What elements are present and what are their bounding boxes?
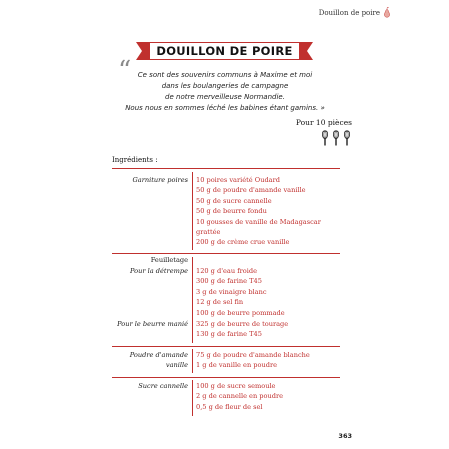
section-divider [112,168,340,169]
section-label [112,350,188,371]
ingredient-line: 2 g de cannelle en poudre [196,392,284,401]
recipe-quote [100,70,350,114]
section-label: Garniture poires [132,176,188,184]
ingredient-line: 75 g de poudre d'amande blanche [196,351,310,359]
section-label: Feuilletage [150,256,188,264]
whisk-icon [320,130,330,146]
ingredient-line: 300 g de farine T45 [196,277,262,286]
column-divider [192,380,193,416]
whisk-icon [331,130,341,146]
section-divider [112,377,340,378]
running-header-text: Douillon de poire [318,8,380,17]
ribbon-left-icon [136,42,150,60]
ingredient-line: 130 g de farine T45 [196,330,262,339]
column-divider [192,257,193,343]
page-number: 363 [338,432,352,440]
quote-line: de notre merveilleuse Normandie. [165,93,285,101]
servings-text: Pour 10 pièces [295,118,352,127]
section-label-line: Poudre d'amande [129,351,188,359]
column-divider [192,172,193,250]
ingredient-line: 120 g d'eau froide [196,267,258,275]
subsection-label: Pour le beurre manié [117,320,188,328]
section-values [196,381,346,412]
ingredient-line: 1 g de vanille en poudre [196,361,278,370]
ingredient-line: 3 g de vinaigre blanc [196,287,267,296]
section-label: Sucre cannelle [138,382,188,390]
ingredient-line: 12 g de sel fin [196,298,244,307]
ingredient-line: 10 gousses de vanille de Madagascar grattée [196,217,321,237]
quote-line: Ce sont des souvenirs communs à Maxime et moi [137,71,313,79]
section-divider [112,346,340,347]
difficulty-whisks [320,130,352,146]
section-divider [112,253,340,254]
subsection-label: Pour la détrempe [130,267,188,275]
subsection-values [196,266,346,318]
title-ribbon [0,42,449,60]
ingredient-line: 0,5 g de fleur de sel [196,402,263,411]
ingredient-line: 200 g de crème crue vanille [196,238,290,247]
section-values [196,350,346,371]
servings [296,118,352,146]
ingredient-line: 325 g de beurre de tourage [196,320,289,328]
running-header [319,7,391,18]
recipe-title: DOUILLON DE POIRE [156,44,293,58]
ribbon-right-icon [299,42,313,60]
section-label-line: vanille [165,361,188,370]
ingredient-line: 50 g de beurre fondu [196,207,267,216]
column-divider [192,349,193,373]
quote-line: dans les boulangeries de campagne [161,82,289,90]
subsection-values [196,319,346,340]
ingredient-line: 10 poires variété Oudard [196,176,280,184]
whisk-icon [342,130,352,146]
quote-line: Nous nous en sommes léché les babines étant gamins. » [125,104,325,112]
quote-mark-icon: “ [118,56,132,86]
pear-icon [383,7,391,18]
ingredient-line: 100 g de sucre semoule [196,382,276,390]
section-values [196,175,346,248]
ingredient-line: 100 g de beurre pommade [196,308,285,317]
ingredient-line: 50 g de sucre cannelle [196,196,272,205]
ingredient-line: 50 g de poudre d'amande vanille [196,186,306,195]
ingredients-heading: Ingrédients : [112,156,158,164]
